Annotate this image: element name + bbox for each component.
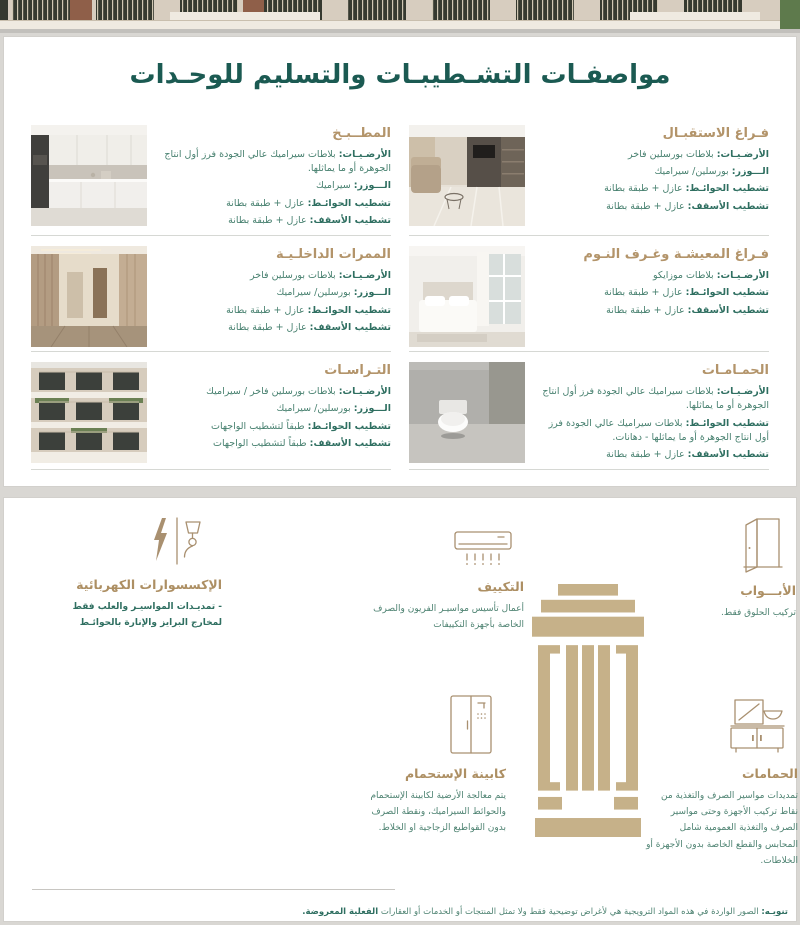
section-title: فـراغ المعيشـة وغـرف النـوم — [583, 247, 769, 263]
spec-line: الـــوزر: سيراميك — [316, 180, 391, 192]
spec-line: تشطيب الحوائـط: عازل + طبقة بطانة — [226, 304, 391, 316]
amenity-title: كابينة الإستحمام — [404, 766, 506, 781]
classical-column-icon — [532, 584, 644, 837]
spec-section-corridors — [31, 246, 391, 352]
toilet-photo — [409, 362, 525, 463]
specs-page — [3, 36, 797, 487]
amenity-bathrooms — [644, 698, 798, 869]
bathroom-vanity-icon — [644, 698, 798, 756]
building-facade-image — [0, 0, 800, 33]
spec-line: الأرضـيـات: بلاطات سيراميك عالي الجودة فرز أول انتاج الجوهرة أو ما يماثلها. — [542, 386, 769, 412]
spec-section-bathrooms — [409, 362, 769, 470]
spec-line: الـــوزر: بورسلين/ سيراميك — [276, 287, 391, 299]
amenities-page — [3, 497, 797, 922]
spec-text-bathrooms — [535, 362, 769, 465]
amenity-desc: يتم معالجة الأرضية لكابينة الإستحمام والحوائط السيراميك، ونقطة الصرف بدون القواطيع الزجاجية او الخلاط. — [370, 791, 506, 834]
disclaimer-text: تنويـه: الصور الواردة في هذه المواد الترويجية هي لأغراض توضيحية فقط ولا تمثل المنتجات أو الخدمات أو العقارات الفعلية المعروضة. — [302, 906, 788, 917]
amenity-title: التكييف — [477, 579, 524, 594]
spec-line: تشطيب الحوائـط: عازل + طبقة بطانة — [604, 183, 769, 195]
spec-line: الأرضـيـات: بلاطات بورسلين فاخر / سيراميك — [206, 386, 391, 398]
spec-line: تشطيب الحوائـط: عازل + طبقة بطانة — [604, 287, 769, 299]
spec-text-reception — [535, 125, 769, 217]
amenity-electrical — [54, 515, 222, 631]
electrical-sconce-icon — [54, 515, 222, 567]
section-title: التـراسـات — [324, 363, 391, 379]
spec-line: تشطيب الأسقف: عازل + طبقة بطانة — [606, 304, 769, 316]
footer-divider — [32, 889, 395, 890]
spec-section-reception — [409, 125, 769, 236]
spec-grid — [4, 125, 796, 471]
spec-text-living-bedrooms — [535, 246, 769, 321]
building-facade-graphic — [0, 0, 800, 33]
spec-line: تشطيب الحوائـط: عازل + طبقة بطانة — [226, 197, 391, 209]
amenity-desc: - تمديـدات المواسيـر والعلب فقط لمخارج البرايز والإنارة بالحوائـط — [72, 602, 222, 629]
spec-line: تشطيب الأسقف: عازل + طبقة بطانة — [228, 214, 391, 226]
page-title: مواصفـات التشـطيبـات والتسليم للوحـدات — [129, 60, 671, 90]
spec-line: تشطيب الحوائـط: بلاطات سيراميك عالي الجودة فرز أول انتاج الجوهرة أو ما يماثلها - دهانات. — [548, 417, 769, 443]
amenity-shower-cabin — [354, 694, 506, 837]
spec-section-terraces — [31, 362, 391, 470]
spec-line: تشطيب الأسقف: عازل + طبقة بطانة — [228, 321, 391, 333]
section-title: الممرات الداخلـيـة — [276, 247, 391, 263]
amenity-desc: أعمال تأسيس مواسيـر الفريون والصرف الخاصة بأجهزة التكييفات — [373, 604, 524, 631]
kitchen-photo — [31, 125, 147, 226]
amenity-title: الحمامات — [741, 766, 798, 781]
spec-text-terraces — [157, 362, 391, 454]
corridor-photo — [31, 246, 147, 347]
amenity-title: الأبـــواب — [740, 583, 796, 598]
section-title: المطــبـخ — [332, 125, 391, 141]
spec-line: الـــوزر: بورسلين/ سيراميك — [276, 403, 391, 415]
terrace-photo — [31, 362, 147, 463]
spec-section-kitchen — [31, 125, 391, 236]
door-icon — [690, 515, 796, 573]
spec-line: الأرضـيـات: بلاطات سيراميك عالي الجودة فرز أول انتاج الجوهرة أو ما يماثلها. — [164, 148, 391, 175]
spec-line: الأرضـيـات: بلاطات بورسلين فاخر — [628, 148, 769, 160]
section-title: الحمـامـات — [701, 363, 769, 379]
spec-section-living-bedrooms — [409, 246, 769, 352]
section-title: فـراغ الاستقبـال — [662, 125, 769, 141]
shower-cabin-icon — [354, 694, 506, 756]
bedroom-photo — [409, 246, 525, 347]
amenity-hvac — [370, 531, 524, 633]
amenity-title: الإكسسوارات الكهربائية — [76, 577, 222, 592]
spec-line: الـــوزر: بورسلين/ سيراميك — [654, 166, 769, 178]
amenity-doors — [690, 515, 796, 621]
spec-line: تشطيب الحوائـط: طبقاً لتشطيب الواجهات — [211, 420, 391, 432]
reception-photo — [409, 125, 525, 226]
spec-line: الأرضـيـات: بلاطات موزايكو — [652, 270, 769, 282]
air-conditioner-icon — [370, 531, 524, 569]
amenity-desc: تمديدات مواسير الصرف والتغذية من نقاط تركيب الأجهزة وحتى مواسير الصرف والتغذية العمومية شامل المحابس والقطع الخاصة بدون الأجهزة أو الخلاطات. — [646, 791, 798, 866]
spec-text-corridors — [157, 246, 391, 338]
spec-line: تشطيب الأسقف: عازل + طبقة بطانة — [606, 449, 769, 461]
spec-line: تشطيب الأسقف: عازل + طبقة بطانة — [606, 200, 769, 212]
amenity-desc: تركيب الحلوق فقط. — [721, 608, 796, 618]
spec-line: تشطيب الأسقف: طبقاً لتشطيب الواجهات — [213, 437, 391, 449]
spec-line: الأرضـيـات: بلاطات بورسلين فاخر — [250, 270, 391, 282]
spec-text-kitchen — [157, 125, 391, 231]
